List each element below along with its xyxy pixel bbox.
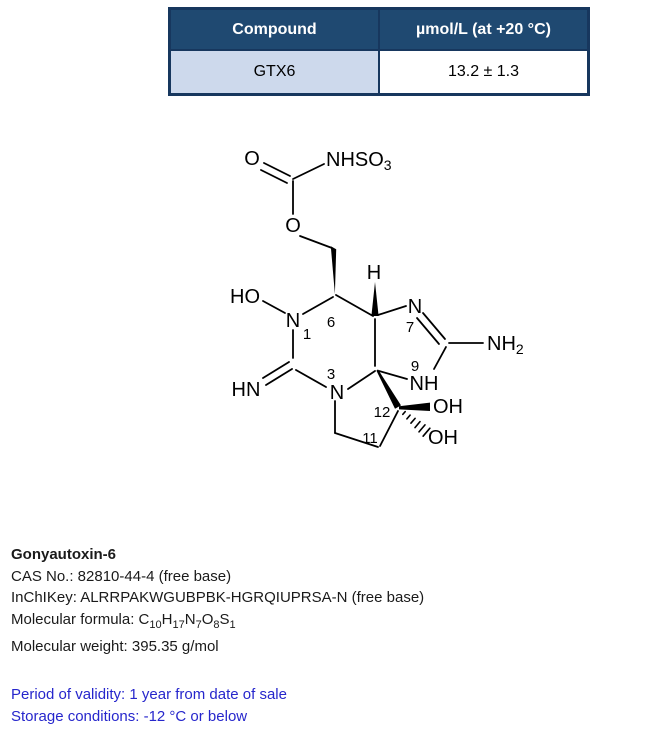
table-header-concentration: µmol/L (at +20 °C) xyxy=(379,9,589,51)
imine-label: HN xyxy=(231,379,261,401)
bond-c6-n1 xyxy=(303,297,333,314)
hash-c12-oh-2 xyxy=(407,415,410,419)
compound-name: Gonyautoxin-6 xyxy=(11,546,117,563)
n7-number: 7 xyxy=(405,319,415,336)
c12-number: 12 xyxy=(373,404,391,421)
c6-number: 6 xyxy=(326,314,336,331)
hash-c12-oh-3 xyxy=(411,418,415,423)
table-row xyxy=(170,50,589,95)
wedge-ch2-c6 xyxy=(331,246,336,294)
bond-c5-n7 xyxy=(378,306,406,315)
hash-c12-oh-4 xyxy=(415,422,420,428)
ester-o-label: O xyxy=(285,215,301,237)
bond-c5-c6 xyxy=(336,295,373,316)
hash-c12-oh-5 xyxy=(419,425,425,432)
n1-hydroxyl-label: HO xyxy=(230,286,260,308)
oh-lower-label: OH xyxy=(428,427,458,449)
bond-oester-ch2 xyxy=(300,236,332,248)
bond-c2-imine-inner xyxy=(263,362,289,378)
oh-upper-label: OH xyxy=(433,396,463,418)
compound-cell: GTX6 xyxy=(170,50,380,95)
bond-n3-c4 xyxy=(348,371,375,389)
n1-label: N xyxy=(285,310,301,332)
table-header-compound: Compound xyxy=(170,9,380,51)
n3-number: 3 xyxy=(326,366,336,383)
inchikey: InChIKey: ALRRPAKWGUBPBK-HGRQIUPRSA-N (free base) xyxy=(11,589,425,606)
bond-n7-c8-inner xyxy=(417,318,439,344)
bond-c2-imine-outer xyxy=(266,369,292,385)
n9-label: NH xyxy=(409,373,439,395)
molecular-formula: Molecular formula: $C_{10}H_{17}N_7O_8S_1$ xyxy=(11,610,236,631)
bond-n7-c8-outer xyxy=(423,313,445,339)
concentration-cell: 13.2 ± 1.3 xyxy=(379,50,589,95)
validity-info xyxy=(11,684,287,727)
storage-conditions: Storage conditions: -12 °C or below xyxy=(11,707,248,725)
n1-number: 1 xyxy=(302,326,312,343)
n9-number: 9 xyxy=(410,358,420,375)
wedge-c12-oh xyxy=(399,403,430,411)
molecule-structure xyxy=(210,125,550,475)
hash-c12-oh-1 xyxy=(403,412,405,415)
concentration-table xyxy=(168,7,590,96)
bond-n1-oh xyxy=(263,301,285,313)
wedge-c5-h xyxy=(371,282,378,316)
period-of-validity: Period of validity: 1 year from date of sale xyxy=(11,686,287,703)
c11-number: 11 xyxy=(362,430,378,447)
stereo-h-label: H xyxy=(366,262,382,284)
cas-number: CAS No.: 82810-44-4 (free base) xyxy=(11,567,232,585)
n3-label: N xyxy=(329,382,345,404)
bond-c-nsulfamate xyxy=(293,164,324,179)
compound-details xyxy=(11,544,424,658)
n7-label: N xyxy=(407,296,423,318)
amine-label: $NH_2$ xyxy=(487,333,524,357)
bond-c2-n3 xyxy=(296,370,326,387)
table-header-row xyxy=(170,9,589,51)
sulfamate-label: $NHSO_3$ xyxy=(326,149,392,173)
carbonyl-o-label: O xyxy=(244,148,260,170)
molecular-weight: Molecular weight: 395.35 g/mol xyxy=(11,638,219,655)
bond-c8-n9 xyxy=(434,347,446,369)
